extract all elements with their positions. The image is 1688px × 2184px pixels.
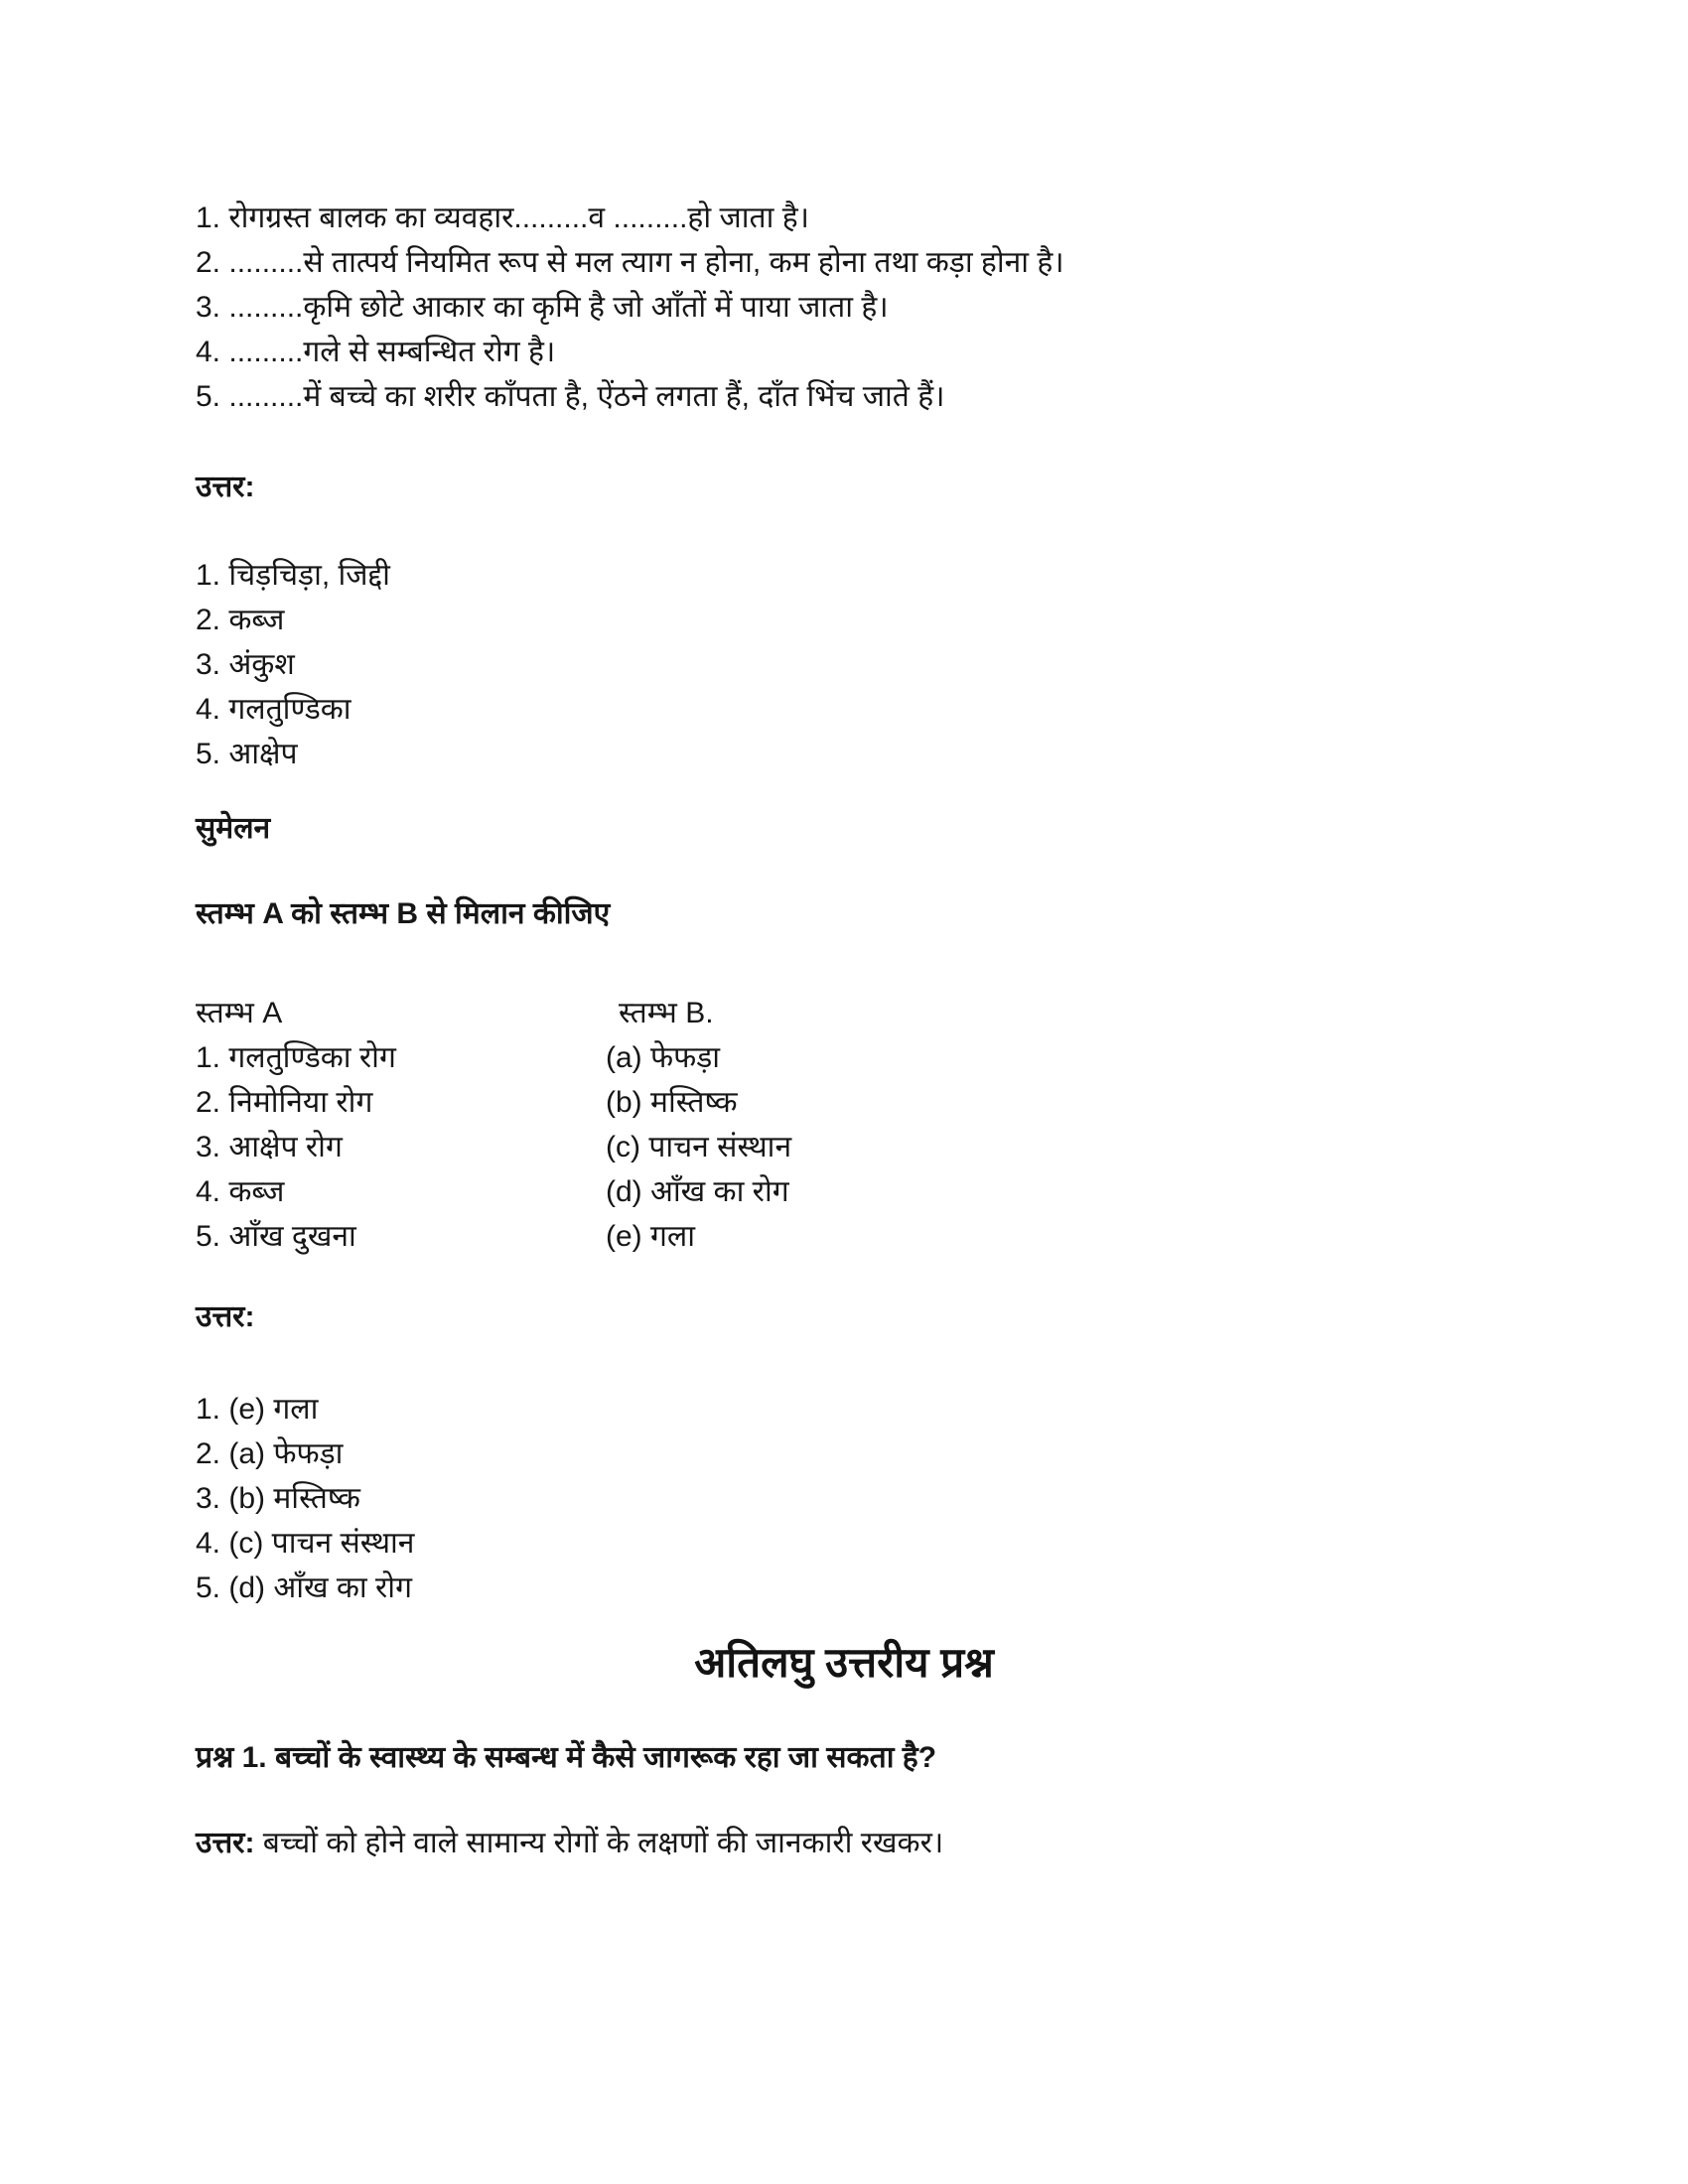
- matching-row: [196, 1214, 1288, 1259]
- question-1: प्रश्न 1. बच्चों के स्वास्थ्य के सम्बन्ध में कैसे जागरूक रहा जा सकता है?: [196, 1741, 937, 1774]
- column-a-item: 3. आक्षेप रोग: [196, 1131, 343, 1163]
- short-answer-section-heading: अतिलघु उत्तरीय प्रश्न: [694, 1639, 994, 1686]
- column-a-item: 1. गलतुण्डिका रोग: [196, 1041, 396, 1074]
- answers-heading: उत्तर:: [196, 471, 255, 503]
- column-a-item: 4. कब्ज: [196, 1175, 285, 1208]
- fill-in-answer: 1. चिड़चिड़ा, जिद्दी: [196, 559, 390, 592]
- fill-in-question: 1. रोगग्रस्त बालक का व्यवहार.........व .........हो जाता है।: [196, 202, 809, 234]
- matching-table: [196, 991, 1288, 1259]
- matching-row: [196, 1125, 1288, 1169]
- matching-header-row: [196, 991, 1288, 1035]
- matching-answer: 2. (a) फेफड़ा: [196, 1437, 344, 1470]
- fill-in-question: 3. .........कृमि छोटे आकार का कृमि है जो आँतों में पाया जाता है।: [196, 291, 889, 324]
- column-b-item: (a) फेफड़ा: [606, 1041, 721, 1074]
- column-b-header: स्तम्भ B.: [619, 997, 714, 1029]
- fill-in-question: 2. .........से तात्पर्य नियमित रूप से मल त्याग न होना, कम होना तथा कड़ा होना है।: [196, 246, 1064, 279]
- column-a-item: 5. आँख दुखना: [196, 1220, 356, 1253]
- column-b-item: (d) आँख का रोग: [606, 1175, 789, 1208]
- matching-instruction: स्तम्भ A को स्तम्भ B से मिलान कीजिए: [196, 897, 611, 930]
- answer-1: [196, 1821, 1506, 1865]
- matching-answer: 4. (c) पाचन संस्थान: [196, 1527, 415, 1560]
- fill-in-answer-list: [196, 553, 1089, 776]
- fill-in-question: 4. .........गले से सम्बन्धित रोग है।: [196, 336, 556, 368]
- matching-answer: 5. (d) आँख का रोग: [196, 1571, 412, 1604]
- column-a-header: स्तम्भ A: [196, 997, 283, 1029]
- matching-answer-list: [196, 1387, 1089, 1610]
- answer-1-text: बच्चों को होने वाले सामान्य रोगों के लक्षणों की जानकारी रखकर।: [254, 1827, 944, 1859]
- matching-answer: 3. (b) मस्तिष्क: [196, 1482, 360, 1515]
- fill-in-answer: 2. कब्ज: [196, 604, 285, 636]
- answer-1-label: उत्तर:: [196, 1827, 255, 1859]
- fill-in-question: 5. .........में बच्चे का शरीर काँपता है, ऐंठने लगता हैं, दाँत भिंच जाते हैं।: [196, 380, 945, 413]
- column-b-item: (b) मस्तिष्क: [606, 1086, 738, 1119]
- fill-in-answer: 5. आक्षेप: [196, 738, 298, 770]
- fill-in-question-list: [196, 196, 1506, 419]
- matching-section-heading: सुमेलन: [196, 812, 271, 845]
- matching-answers-heading: उत्तर:: [196, 1300, 255, 1333]
- matching-row: [196, 1035, 1288, 1080]
- matching-row: [196, 1080, 1288, 1125]
- matching-answer: 1. (e) गला: [196, 1393, 319, 1426]
- column-a-item: 2. निमोनिया रोग: [196, 1086, 373, 1119]
- fill-in-answer: 4. गलतुण्डिका: [196, 693, 352, 726]
- fill-in-answer: 3. अंकुश: [196, 648, 295, 681]
- matching-row: [196, 1169, 1288, 1214]
- column-b-item: (e) गला: [606, 1220, 695, 1253]
- column-b-item: (c) पाचन संस्थान: [606, 1131, 792, 1163]
